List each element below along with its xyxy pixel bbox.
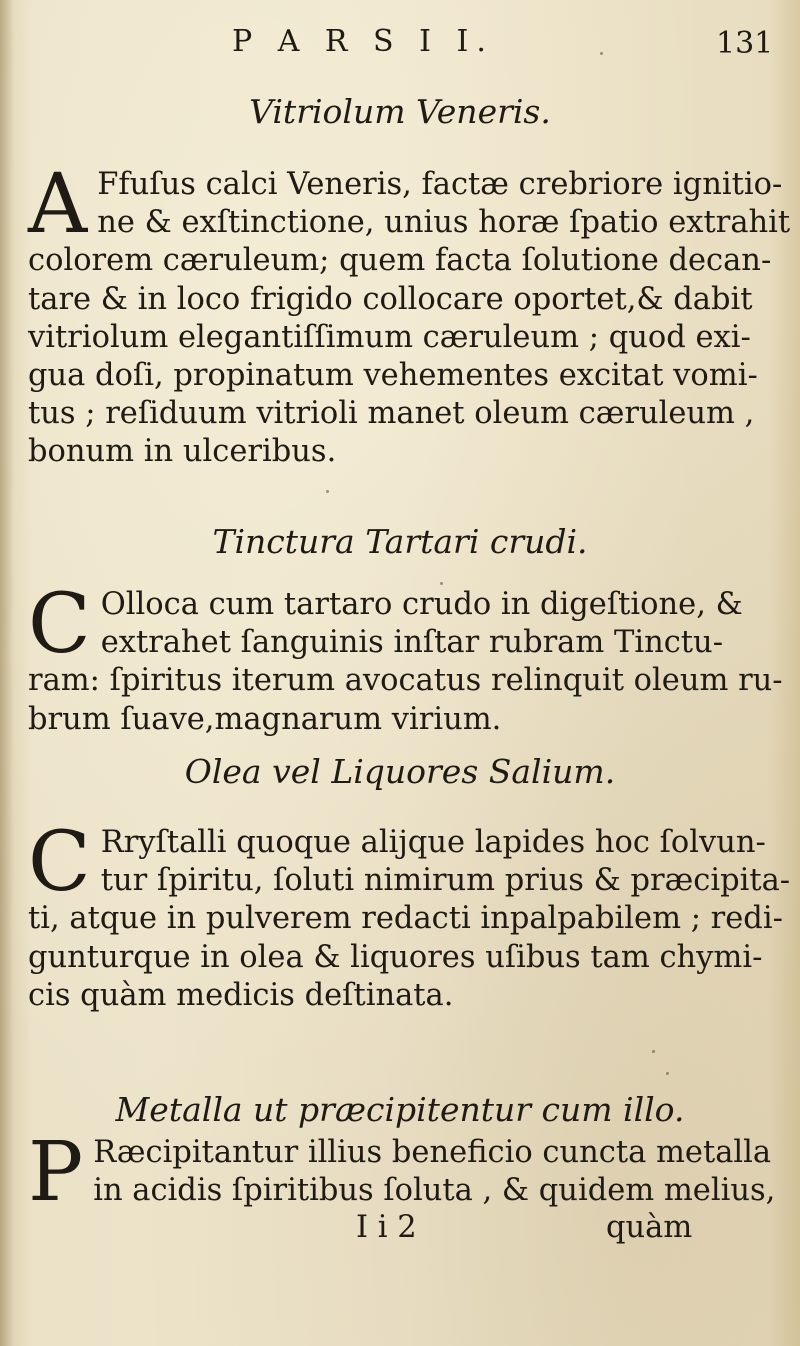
text-line: bonum in ulceribus. bbox=[28, 434, 337, 470]
text-line: ne & exſtinctione, unius horæ ſpatio extrahit bbox=[97, 205, 791, 241]
text-line: in acidis ſpiritibus ſoluta , & quidem melius, bbox=[93, 1173, 776, 1209]
text-line: tur ſpiritu, ſoluti nimirum prius & præcipita- bbox=[100, 863, 791, 899]
ink-speck bbox=[666, 1072, 669, 1075]
text-line: Ræcipitantur illius beneficio cuncta metalla bbox=[93, 1135, 772, 1170]
ink-speck bbox=[440, 582, 443, 585]
ink-speck bbox=[326, 490, 329, 493]
paragraph-vitriolum bbox=[28, 157, 791, 472]
text-line: Rryſtalli quoque alijque lapides hoc ſolvun- bbox=[100, 825, 766, 860]
text-line: Olloca cum tartaro crudo in digeſtione, & bbox=[100, 587, 743, 622]
ink-speck bbox=[600, 52, 603, 55]
text-line: ti, atque in pulverem redacti inpalpabilem ; redi- bbox=[28, 901, 783, 937]
drop-cap: C bbox=[28, 577, 91, 672]
paragraph-metalla bbox=[28, 1125, 776, 1220]
text-line: vitriolum elegantiſſimum cæruleum ; quod exi- bbox=[28, 319, 751, 355]
text-line: tus ; reſiduum vitrioli manet oleum cæruleum , bbox=[28, 396, 755, 432]
section-heading-metalla: Metalla ut præcipitentur cum illo. bbox=[115, 1090, 685, 1129]
text-line: cis quàm medicis deſtinata. bbox=[28, 977, 454, 1013]
section-heading-tinctura: Tinctura Tartari crudi. bbox=[212, 522, 588, 561]
section-heading-olea: Olea vel Liquores Salium. bbox=[184, 752, 616, 791]
text-line: tare & in loco frigido collocare oportet,& dabit bbox=[28, 281, 753, 317]
text-line: ram: ſpiritus iterum avocatus relinquit oleum ru- bbox=[28, 663, 783, 699]
text-line: brum ſuave,magnarum virium. bbox=[28, 701, 502, 737]
drop-cap: P bbox=[28, 1125, 84, 1220]
page-footer bbox=[0, 1210, 800, 1250]
text-line: Ffuſus calci Veneris, factæ crebriore ignitio- bbox=[97, 167, 783, 202]
paragraph-tinctura bbox=[28, 577, 783, 739]
signature-mark: I i 2 bbox=[356, 1210, 417, 1245]
text-line: gunturque in olea & liquores uſibus tam chymi- bbox=[28, 939, 763, 975]
running-title: P A R S I I. bbox=[232, 24, 494, 59]
page-edge-shadow bbox=[0, 0, 14, 1346]
ink-speck bbox=[652, 1050, 655, 1053]
page-number: 131 bbox=[716, 26, 774, 61]
text-line: colorem cæruleum; quem facta ſolutione decan- bbox=[28, 243, 772, 279]
running-head bbox=[0, 16, 800, 66]
drop-cap: A bbox=[28, 157, 88, 252]
paragraph-olea bbox=[28, 815, 791, 1015]
drop-cap: C bbox=[28, 815, 91, 910]
text-line: extrahet ſanguinis inſtar rubram Tinctu- bbox=[100, 625, 724, 661]
section-heading-vitriolum: Vitriolum Veneris. bbox=[249, 92, 551, 131]
text-line: gua doſi, propinatum vehementes excitat vomi- bbox=[28, 358, 758, 394]
catchword: quàm bbox=[606, 1210, 693, 1245]
